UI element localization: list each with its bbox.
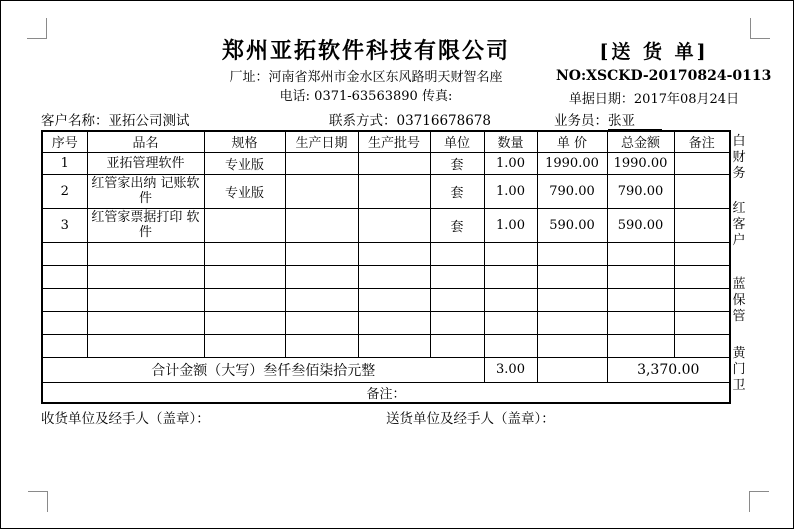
- empty-table-row: [42, 311, 730, 334]
- total-row: [42, 357, 730, 382]
- empty-table-row: [42, 265, 730, 288]
- col-header-serial: 序号: [42, 131, 87, 152]
- copy-legend-white-finance: 白财务: [732, 134, 746, 181]
- cell-prod-date: [285, 208, 358, 242]
- cell-amount: 590.00: [607, 208, 674, 242]
- cell-unit: 套: [430, 174, 484, 208]
- cell-price: 1990.00: [537, 152, 607, 174]
- cell-spec: [204, 208, 285, 242]
- document-type-title: [送 货 单]: [599, 41, 709, 63]
- cell-product-name: 亚拓管理软件: [87, 152, 204, 174]
- cell-batch: [358, 152, 430, 174]
- empty-table-row: [42, 242, 730, 265]
- cell-qty: 1.00: [484, 174, 537, 208]
- customer-name: 客户名称：亚拓公司测试: [41, 113, 190, 129]
- cell-remark: [674, 174, 730, 208]
- col-header-price: 单 价: [537, 131, 607, 152]
- sender-signature-line: 送货单位及经手人（盖章）：: [386, 411, 555, 427]
- crop-mark-bottom-right-icon: [749, 491, 769, 512]
- document-number: NO:XSCKD-20170824-0113: [556, 68, 772, 84]
- cell-batch: [358, 208, 430, 242]
- cell-product-name: 红管家票据打印 软件: [87, 208, 204, 242]
- salesperson-label: 业务员：: [554, 113, 608, 129]
- cell-remark: [674, 152, 730, 174]
- copy-legend-red-customer: 红客户: [732, 201, 746, 248]
- cell-spec: 专业版: [204, 152, 285, 174]
- total-amount-in-words: 合计金额（大写）叁仟叁佰柒拾元整: [42, 357, 484, 382]
- cell-unit: 套: [430, 208, 484, 242]
- cell-serial: 1: [42, 152, 87, 174]
- cell-amount: 790.00: [607, 174, 674, 208]
- cell-serial: 2: [42, 174, 87, 208]
- phone-fax-line: 电话: 0371-63563890 传真:: [279, 89, 453, 104]
- col-header-unit: 单位: [430, 131, 484, 152]
- cell-amount: 1990.00: [607, 152, 674, 174]
- cell-prod-date: [285, 152, 358, 174]
- copy-legend-yellow-gatekeeper: 黄门卫: [732, 346, 746, 393]
- total-amount: 3,370.00: [607, 357, 730, 382]
- cell-qty: 1.00: [484, 152, 537, 174]
- col-header-remark: 备注: [674, 131, 730, 152]
- empty-table-row: [42, 288, 730, 311]
- document-date: 单据日期：2017年08月24日: [568, 92, 740, 107]
- remark-label: 备注：: [42, 382, 730, 403]
- cell-prod-date: [285, 174, 358, 208]
- copy-legend-blue-storekeeper: 蓝保管: [732, 277, 746, 324]
- table-row: [42, 174, 730, 208]
- cell-unit: 套: [430, 152, 484, 174]
- col-header-prod-date: 生产日期: [285, 131, 358, 152]
- cell-price: 590.00: [537, 208, 607, 242]
- col-header-spec: 规格: [204, 131, 285, 152]
- col-header-amount: 总金额: [607, 131, 674, 152]
- table-row: [42, 208, 730, 242]
- cell-batch: [358, 174, 430, 208]
- salesperson-value: 张亚: [608, 109, 662, 130]
- cell-remark: [674, 208, 730, 242]
- col-header-product: 品名: [87, 131, 204, 152]
- crop-mark-top-right-icon: [750, 18, 770, 39]
- factory-address: 厂址：河南省郑州市金水区东风路明天财智名座: [229, 70, 503, 85]
- company-name: 郑州亚拓软件科技有限公司: [221, 38, 510, 64]
- salesperson: [554, 109, 662, 130]
- cell-product-name: 红管家出纳 记账软件: [87, 174, 204, 208]
- items-table: [41, 130, 731, 404]
- cell-spec: 专业版: [204, 174, 285, 208]
- col-header-batch: 生产批号: [358, 131, 430, 152]
- total-qty: 3.00: [484, 357, 537, 382]
- table-row: [42, 152, 730, 174]
- col-header-qty: 数量: [484, 131, 537, 152]
- cell-price: 790.00: [537, 174, 607, 208]
- cell-qty: 1.00: [484, 208, 537, 242]
- table-header-row: [42, 131, 730, 152]
- receiver-signature-line: 收货单位及经手人（盖章）：: [41, 411, 210, 427]
- total-price-empty: [537, 357, 607, 382]
- cell-serial: 3: [42, 208, 87, 242]
- crop-mark-bottom-left-icon: [28, 491, 48, 512]
- empty-table-row: [42, 334, 730, 357]
- contact-info: 联系方式：03716678678: [329, 113, 491, 129]
- remark-row: [42, 382, 730, 403]
